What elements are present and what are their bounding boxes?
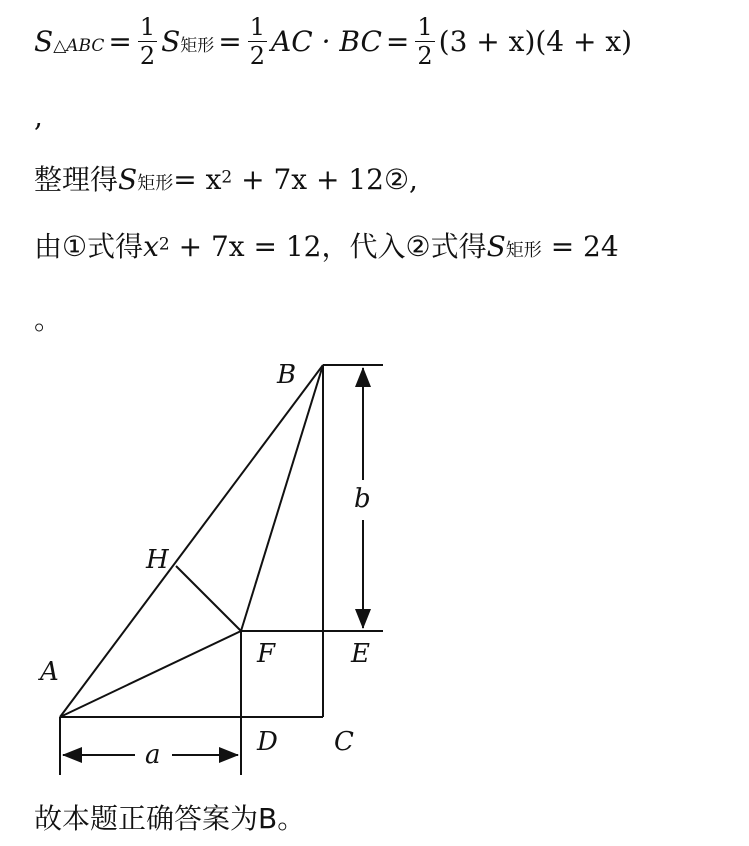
label-b-length: b <box>354 484 371 514</box>
line2-prefix: 整理得 <box>34 163 119 196</box>
equation-line-2 <box>34 158 418 198</box>
fraction-half: $\frac{1}{2}$ <box>417 12 433 70</box>
comma-line: , <box>34 100 43 133</box>
ac-times-bc: AC · BC <box>271 24 382 58</box>
x-variable: x <box>143 230 159 263</box>
triangle-area-symbol: S△ABC <box>34 24 105 58</box>
line3-cjk-mid: 代入②式得 <box>349 230 487 263</box>
rect-area-symbol: S矩形 <box>161 24 215 58</box>
conclusion-text: 故本题正确答案为B。 <box>34 802 306 835</box>
fraction-half: $\frac{1}{2}$ <box>139 12 156 70</box>
arrow-up <box>355 367 371 387</box>
label-b-point: B <box>277 360 297 390</box>
label-h: H <box>146 545 169 575</box>
equals-sign: = <box>218 24 242 58</box>
arrow-left <box>62 747 82 763</box>
line3-prefix: 由①式得 <box>34 230 144 263</box>
label-f: F <box>257 639 276 669</box>
arrow-right <box>219 747 239 763</box>
label-e: E <box>351 639 370 669</box>
label-a-length: a <box>145 740 161 770</box>
line3-tail: = 24 <box>541 230 619 263</box>
exponent: 2 <box>158 234 170 255</box>
line3-mid: + 7x = 12， <box>169 230 350 263</box>
segment-ab <box>60 365 323 717</box>
label-d: D <box>257 727 278 757</box>
equation-line-3 <box>34 225 619 265</box>
label-a-point: A <box>40 657 59 687</box>
line2-tail: + 7x + 12②, <box>232 163 418 196</box>
fraction-half: $\frac{1}{2}$ <box>249 12 266 70</box>
rect-area-symbol: S <box>486 230 506 263</box>
segment-bf <box>241 365 323 631</box>
line2-equation: = x <box>173 163 222 196</box>
equation-line-1 <box>34 6 636 76</box>
arrow-down <box>355 609 371 629</box>
equals-sign: = <box>385 24 410 58</box>
period-line: 。 <box>34 303 63 336</box>
product-expression: (3 + x)(4 + x) <box>438 24 633 58</box>
label-c: C <box>334 727 354 757</box>
equals-sign: = <box>108 24 132 58</box>
exponent: 2 <box>221 167 233 188</box>
geometry-figure <box>0 340 749 780</box>
segment-af <box>60 631 241 717</box>
segment-hf <box>176 566 241 631</box>
rect-area-symbol: S <box>118 163 138 196</box>
rect-subscript: 矩形 <box>505 240 542 261</box>
rect-subscript: 矩形 <box>137 173 174 194</box>
